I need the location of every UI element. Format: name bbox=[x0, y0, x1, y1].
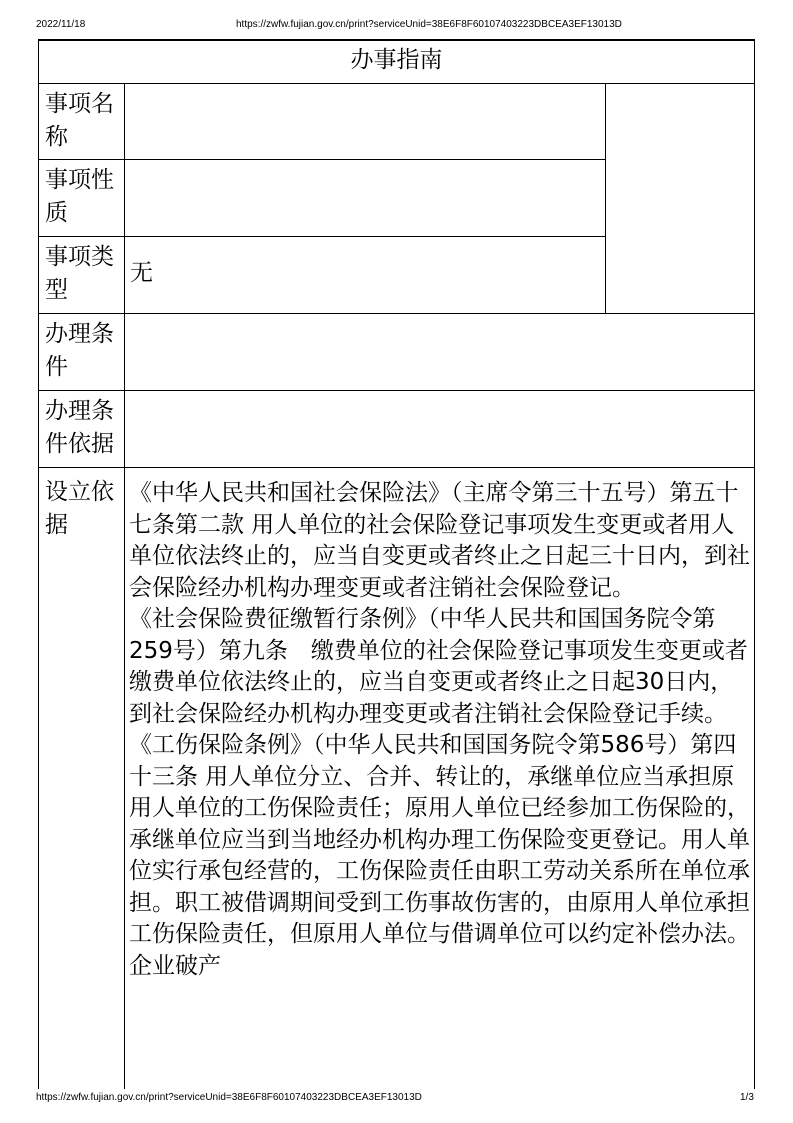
print-footer-url: https://zwfw.fujian.gov.cn/print?serviceUnid=38E6F8F60107403223DBCEA3EF13013D bbox=[36, 1092, 422, 1103]
row-divider bbox=[38, 467, 755, 468]
label-conditions-basis: 办理条件依据 bbox=[45, 398, 114, 457]
legal-basis-text bbox=[125, 478, 751, 982]
guide-table bbox=[38, 39, 755, 1089]
print-date: 2022/11/18 bbox=[36, 19, 86, 30]
value-item-type: 无 bbox=[130, 260, 153, 286]
value-item-nature bbox=[125, 160, 605, 236]
legal-basis-paragraph: 《中华人民共和国社会保险法》（主席令第三十五号）第五十七条第二款 用人单位的社会保险登记事项发生变更或者用人单位依法终止的，应当自变更或者终止之日起三十日内，到社会保险经办机构办理变更或者注销社会保险登记。 bbox=[129, 480, 750, 601]
value-item-name bbox=[125, 84, 605, 159]
table-border-top bbox=[38, 39, 755, 41]
table-border-right bbox=[754, 39, 755, 1089]
label-conditions: 办理条件 bbox=[45, 321, 114, 380]
value-conditions bbox=[125, 314, 754, 390]
label-item-nature: 事项性质 bbox=[45, 167, 114, 226]
photo-column-divider bbox=[605, 83, 606, 314]
label-item-name: 事项名称 bbox=[45, 91, 114, 150]
label-legal-basis: 设立依据 bbox=[45, 479, 114, 538]
legal-basis-paragraph: 《工伤保险条例》（中华人民共和国国务院令第586号）第四十三条 用人单位分立、合并、转让的，承继单位应当承担原用人单位的工伤保险责任；原用人单位已经参加工伤保险的，承继单位应当到当地经办机构办理工伤保险变更登记。用人单位实行承包经营的，工伤保险责任由职工劳动关系所在单位承担。职工被借调期间受到工伤事故伤害的，由原用人单位承担工伤保险责任，但原用人单位与借调单位可以约定补偿办法。企业破产 bbox=[129, 732, 750, 979]
label-item-type: 事项类型 bbox=[45, 244, 114, 303]
print-header-url: https://zwfw.fujian.gov.cn/print?serviceUnid=38E6F8F60107403223DBCEA3EF13013D bbox=[236, 19, 622, 30]
page-number: 1/3 bbox=[740, 1092, 754, 1103]
value-conditions-basis bbox=[125, 391, 754, 467]
page-title: 办事指南 bbox=[350, 47, 443, 73]
legal-basis-paragraph: 《社会保险费征缴暂行条例》（中华人民共和国国务院令第259号）第九条 缴费单位的社会保险登记事项发生变更或者缴费单位依法终止的，应当自变更或者终止之日起30日内，到社会保险经办机构办理变更或者注销社会保险登记手续。 bbox=[129, 606, 748, 727]
